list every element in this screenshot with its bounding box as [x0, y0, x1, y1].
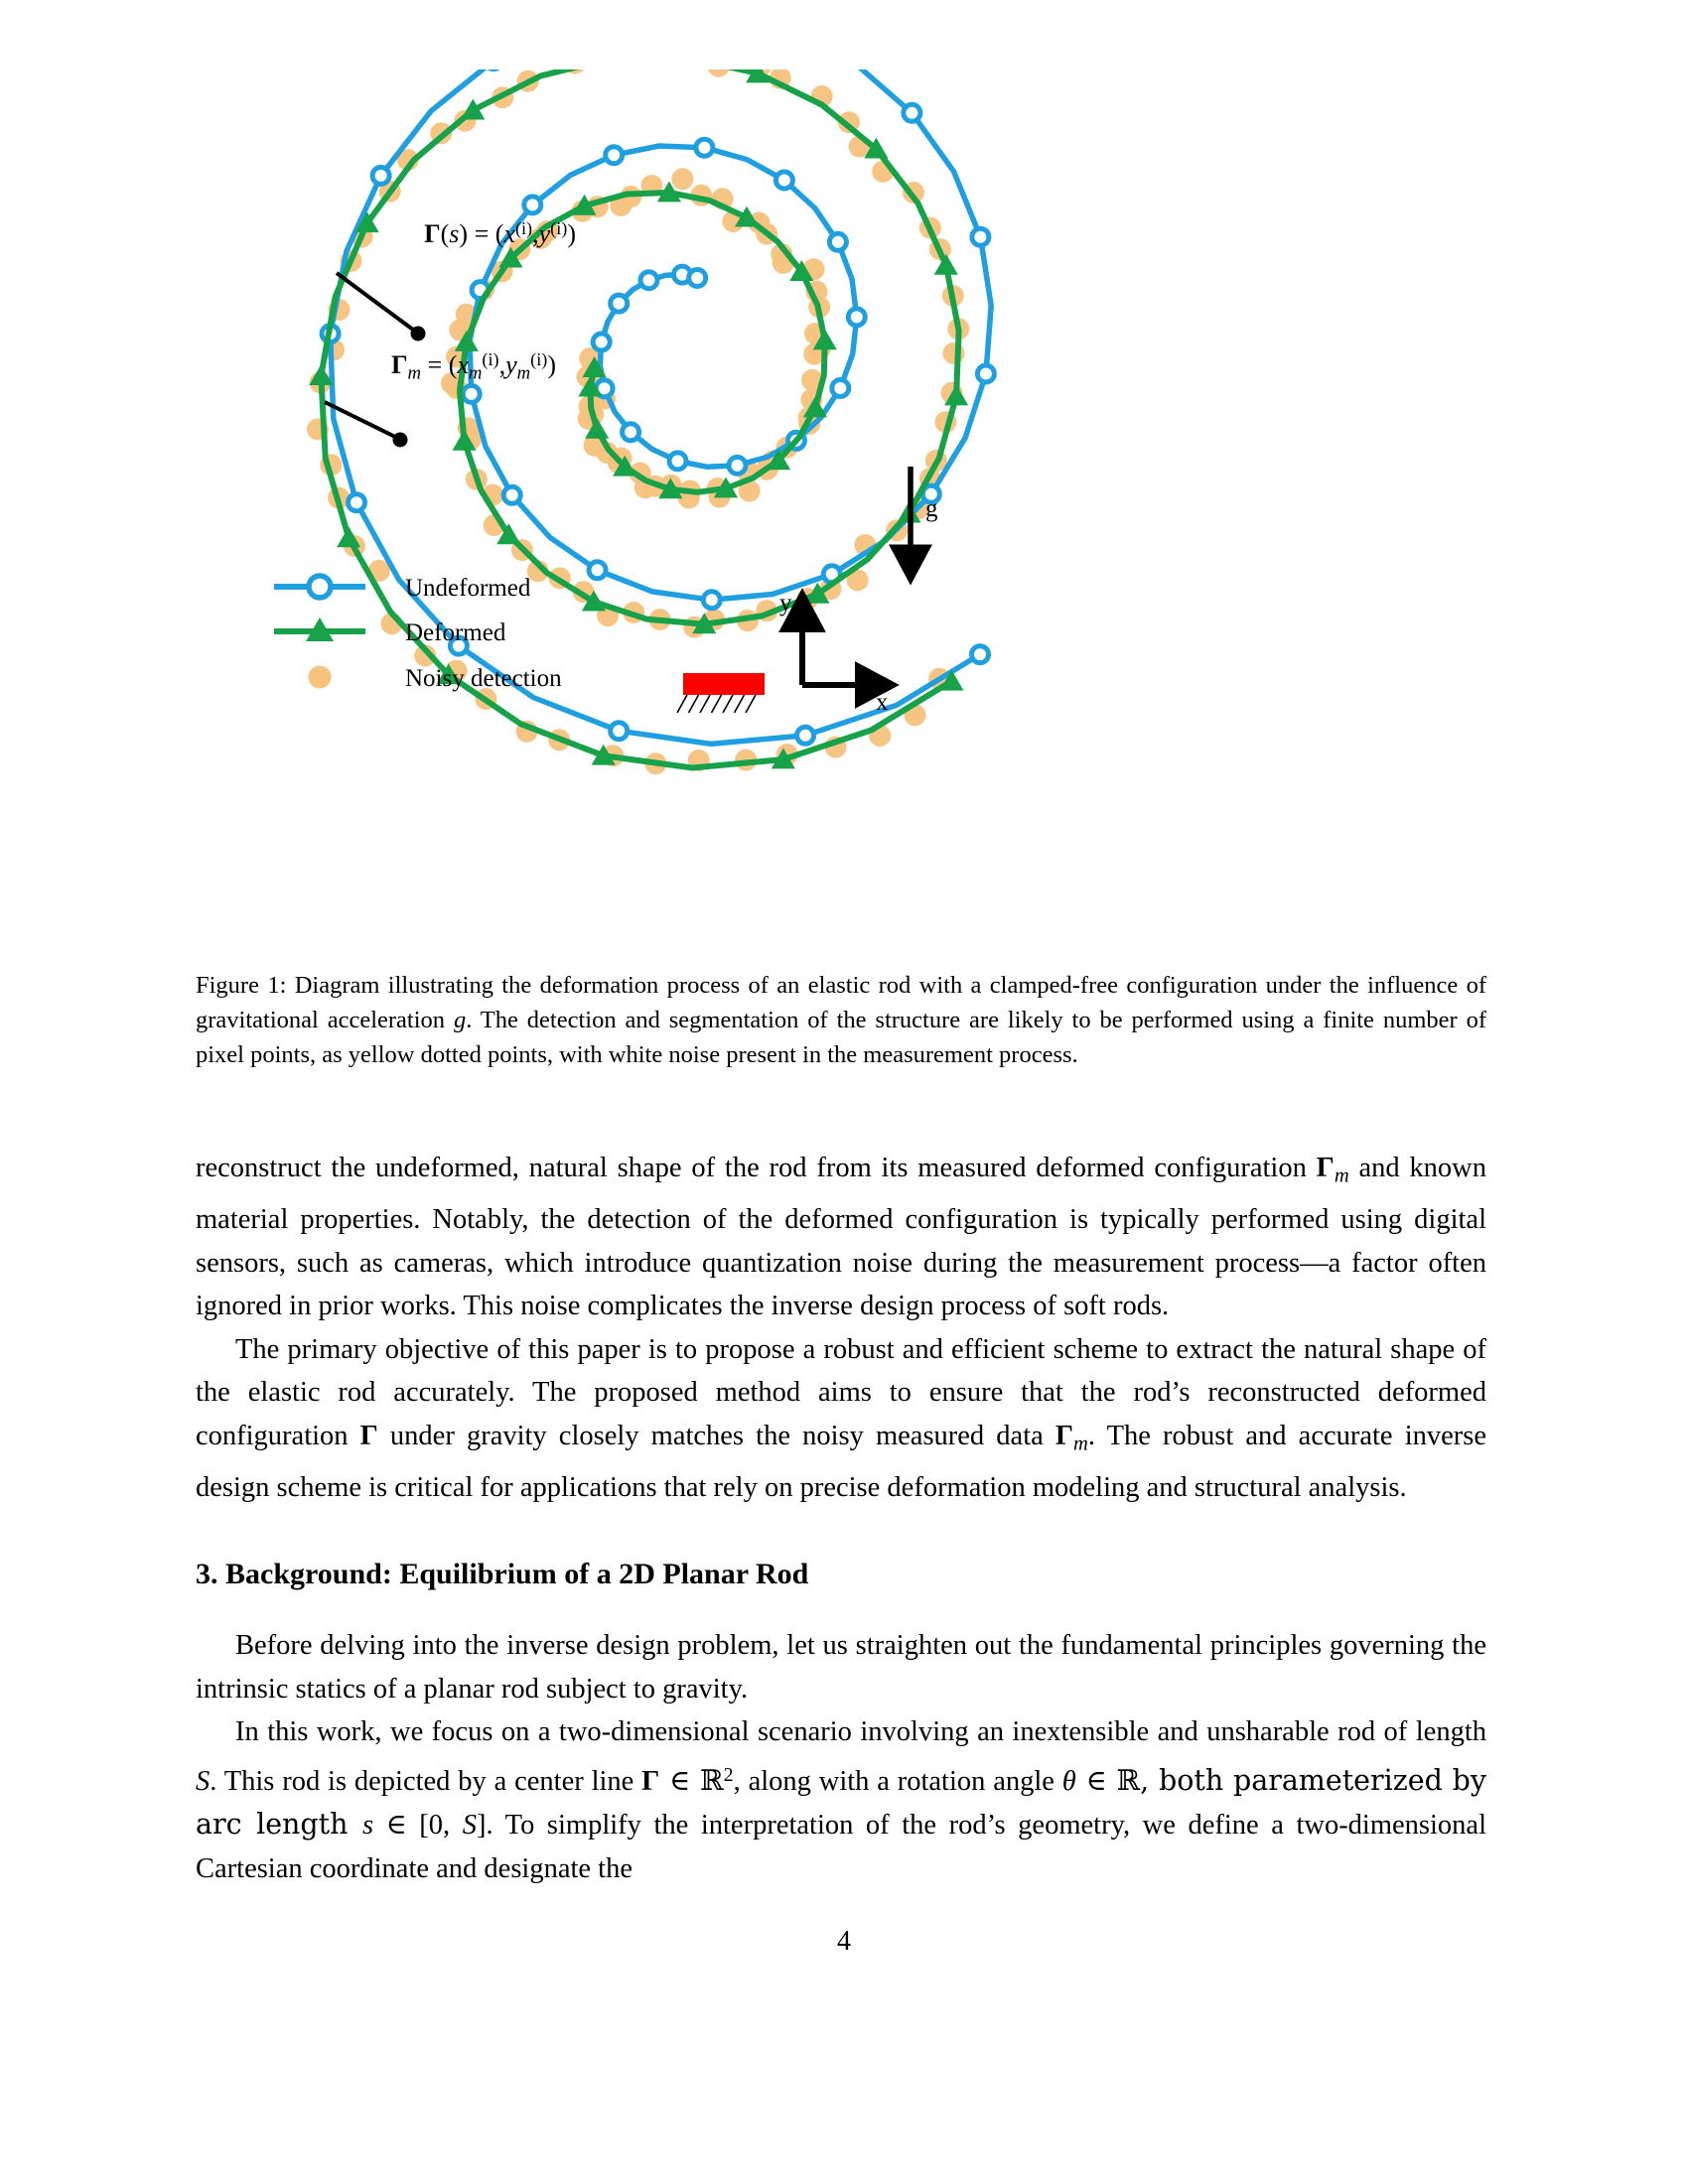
- undeformed-marker: [611, 723, 628, 740]
- undeformed-marker: [829, 233, 846, 250]
- coordinate-axes: [779, 590, 889, 716]
- annotation-gamma-m: $\Gamma_m = (x_m^{(i)},y_m^{(i)})$: [390, 349, 556, 384]
- page-number: 4: [837, 1926, 851, 1957]
- figure-caption-text-1: Diagram illustrating the deformation process of an elastic rod with a clamped-free configuration under the influence of gravitational acceleration: [196, 972, 1486, 1033]
- clamp-hatch-line: [689, 695, 699, 713]
- clamp-hatch-line: [746, 695, 756, 713]
- paragraph-4: In this work, we focus on a two-dimensional scenario involving an inextensible and unsharable rod of length S. This rod is depicted by a center line Γ ∈ ℝ$^2$, along with a rotation angle θ ∈ ℝ, both parameterized by arc length s ∈ [0, S]. To simplify the interpretation of the rod’s geometry, we define a two-dimensional Cartesian coordinate and designate the: [196, 1716, 1487, 1884]
- clamp-hatch-line: [677, 695, 687, 713]
- section-heading: 3. Background: Equilibrium of a 2D Planar Rod: [196, 1558, 809, 1591]
- undeformed-marker: [775, 172, 792, 189]
- undeformed-marker: [372, 167, 389, 184]
- paragraph-2: The primary objective of this paper is to propose a robust and efficient scheme to extract the natural shape of the elastic rod accurately. The proposed method aims to ensure that the rod’s reconstructed deformed configuration Γ under gravity closely matches the noisy measured data $\Gamma_m$. The robust and accurate inverse design scheme is critical for applications that rely on precise deformation modeling and structural analysis.: [196, 1333, 1486, 1503]
- paragraph-1: reconstruct the undeformed, natural shape of the rod from its measured deformed configuration $\Gamma_m$ and known material properties. Notably, the detection of the deformed configuration is typically performed using digital sensors, such as cameras, which introduce quantization noise during the measurement process—a factor often ignored in prior works. This noise complicates the inverse design process of soft rods.: [196, 1153, 1487, 1322]
- legend-dot-marker-icon: [309, 666, 332, 689]
- figure-caption-label: Figure 1:: [196, 972, 287, 999]
- undeformed-marker: [972, 228, 989, 245]
- legend-circle-marker-icon: [309, 576, 331, 598]
- undeformed-marker: [797, 727, 814, 744]
- undeformed-marker: [689, 270, 706, 287]
- figure-1: [0, 69, 1688, 903]
- gamma-m-symbol: Γ: [1316, 1153, 1335, 1183]
- undeformed-marker: [848, 309, 865, 326]
- body-text: [196, 1147, 1486, 1890]
- clamped-support: [677, 673, 765, 713]
- figure-legend: [274, 575, 562, 692]
- legend-label-noisy-detection: Noisy detection: [405, 665, 562, 692]
- undeformed-marker: [606, 147, 623, 164]
- undeformed-marker: [904, 104, 920, 121]
- noisy-detection-point: [671, 168, 693, 190]
- undeformed-marker: [503, 486, 520, 503]
- undeformed-marker: [593, 334, 610, 350]
- clamp-hatch-line: [712, 695, 722, 713]
- gamma-s-anchor-dot: [411, 327, 426, 341]
- rod-deformation-diagram: [179, 69, 1509, 903]
- undeformed-marker: [977, 365, 994, 382]
- noisy-detection-point: [708, 69, 730, 77]
- legend-label-deformed: Deformed: [405, 619, 506, 646]
- undeformed-marker: [703, 592, 720, 609]
- annotation-gamma-s: $\Gamma(s) = (x^{(i)},y^{(i)})$: [424, 218, 576, 249]
- clamp-hatch-line: [700, 695, 710, 713]
- undeformed-marker: [640, 272, 657, 289]
- undeformed-marker: [623, 424, 639, 441]
- undeformed-marker: [729, 457, 746, 474]
- undeformed-marker: [524, 197, 541, 213]
- gravity-label: g: [925, 495, 938, 522]
- figure-caption-text-2: . The detection and segmentation of the structure are likely to be performed using a finite number of pixel points, as yellow dotted points, with white noise present in the measurement process.: [196, 1007, 1486, 1068]
- clamp-hatch-line: [723, 695, 733, 713]
- undeformed-marker: [669, 453, 686, 470]
- figure-caption: [196, 968, 1486, 1072]
- clamp-hatch-line: [735, 695, 745, 713]
- paragraph-3: Before delving into the inverse design problem, let us straighten out the fundamental principles governing the intrinsic statics of a planar rod subject to gravity.: [196, 1630, 1486, 1705]
- rod-path: [321, 69, 958, 767]
- undeformed-marker: [589, 562, 606, 579]
- undeformed-marker: [611, 295, 628, 312]
- undeformed-marker: [696, 139, 713, 156]
- undeformed-marker: [832, 380, 849, 397]
- gamma-symbol: Γ: [359, 1420, 378, 1451]
- figure-caption-italic-g: g: [453, 1007, 467, 1033]
- axis-x-label: x: [876, 689, 889, 716]
- axis-y-label: y: [779, 590, 792, 616]
- deformed-rod-curve: [309, 69, 968, 768]
- undeformed-marker: [349, 494, 365, 511]
- gamma-m-anchor-dot: [393, 433, 408, 448]
- legend-label-undeformed: Undeformed: [405, 575, 531, 602]
- undeformed-marker: [972, 646, 989, 663]
- noisy-detection-point: [942, 342, 964, 364]
